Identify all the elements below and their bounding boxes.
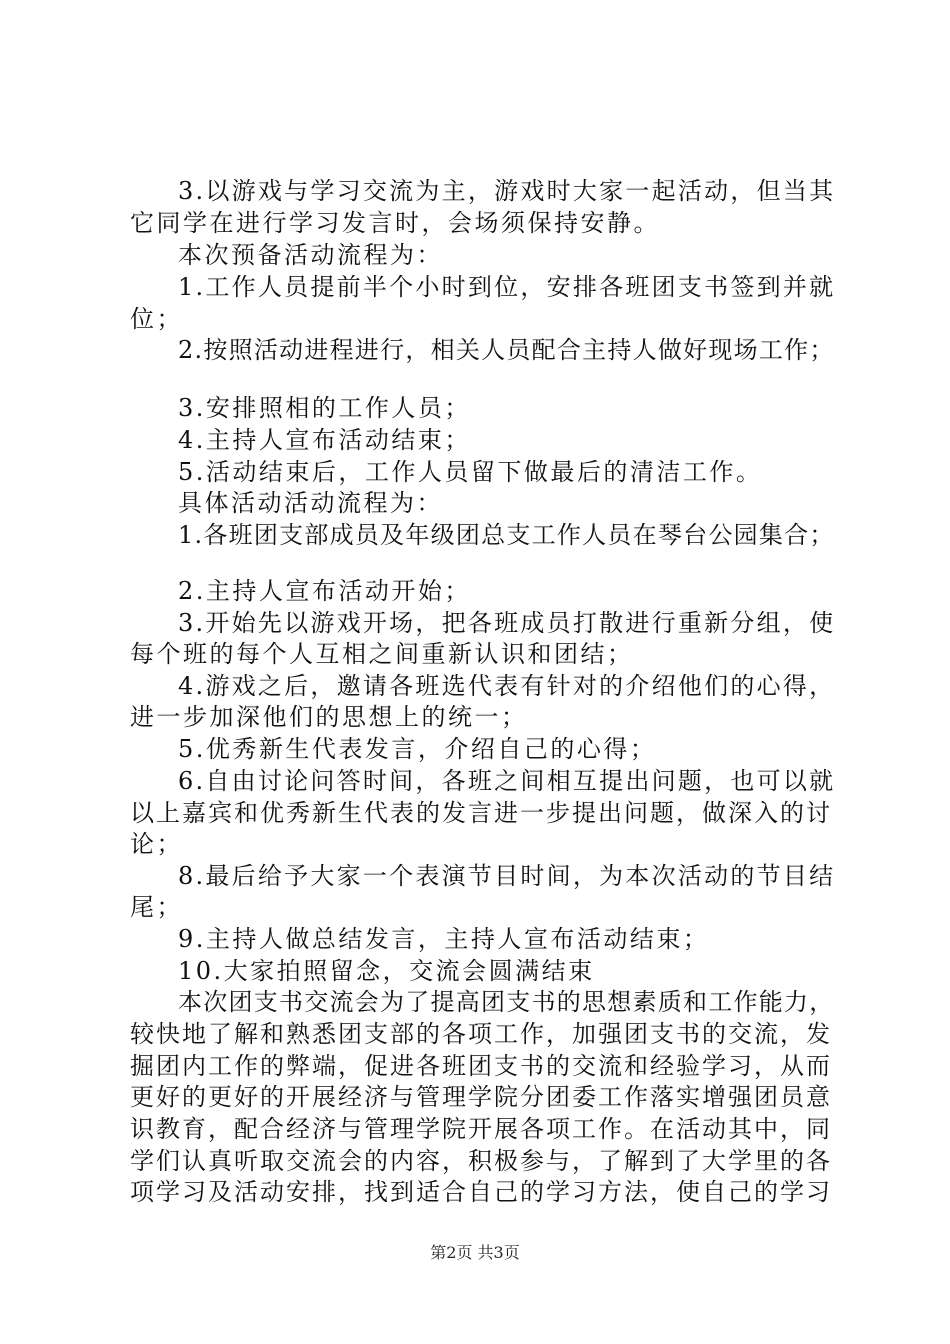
text-line: 较快地了解和熟悉团支部的各项工作，加强团支书的交流，发 [130,1020,832,1048]
text-line: 论； [130,830,183,858]
text-line: 项学习及活动安排，找到适合自己的学习方法，使自己的学习 [130,1178,832,1206]
text-line: 每个班的每个人互相之间重新认识和团结； [130,640,634,668]
text-line: 进一步加深他们的思想上的统一； [130,703,528,731]
text-line: 掘团内工作的弊端，促进各班团支书的交流和经验学习，从而 [130,1052,832,1080]
text-line: 本次团支书交流会为了提高团支书的思想素质和工作能力， [178,988,835,1016]
text-line: 识教育，配合经济与管理学院开展各项工作。在活动其中，同 [130,1115,832,1143]
text-line: 具体活动活动流程为： [178,489,443,517]
text-line: 3.以游戏与学习交流为主，游戏时大家一起活动，但当其 [178,177,836,205]
text-line: 2.主持人宣布活动开始； [178,577,471,605]
text-line: 2.按照活动进程进行，相关人员配合主持人做好现场工作； [178,336,835,364]
text-line: 更好的更好的开展经济与管理学院分团委工作落实增强团员意 [130,1083,832,1111]
text-line: 9.主持人做总结发言，主持人宣布活动结束； [178,925,710,953]
text-line: 6.自由讨论问答时间，各班之间相互提出问题，也可以就 [178,767,836,795]
text-line: 本次预备活动流程为： [178,241,443,269]
page-number-footer: 第2页 共3页 [430,1243,520,1262]
text-line: 学们认真听取交流会的内容，积极参与，了解到了大学里的各 [130,1147,832,1175]
text-line: 它同学在进行学习发言时，会场须保持安静。 [130,209,660,237]
text-line: 1.各班团支部成员及年级团总支工作人员在琴台公园集合； [178,521,835,549]
text-line: 5.活动结束后，工作人员留下做最后的清洁工作。 [178,458,763,486]
text-line: 位； [130,305,183,333]
text-line: 4.主持人宣布活动结束； [178,426,471,454]
text-line: 1.工作人员提前半个小时到位，安排各班团支书签到并就 [178,273,836,301]
text-line: 以上嘉宾和优秀新生代表的发言进一步提出问题，做深入的讨 [130,799,832,827]
text-line: 尾； [130,893,183,921]
text-line: 8.最后给予大家一个表演节目时间，为本次活动的节目结 [178,862,836,890]
text-line: 5.优秀新生代表发言，介绍自己的心得； [178,735,657,763]
text-line: 10.大家拍照留念，交流会圆满结束 [178,957,595,985]
text-line: 3.开始先以游戏开场，把各班成员打散进行重新分组，使 [178,609,836,637]
text-line: 3.安排照相的工作人员； [178,394,471,422]
text-line: 4.游戏之后，邀请各班选代表有针对的介绍他们的心得， [178,672,836,700]
